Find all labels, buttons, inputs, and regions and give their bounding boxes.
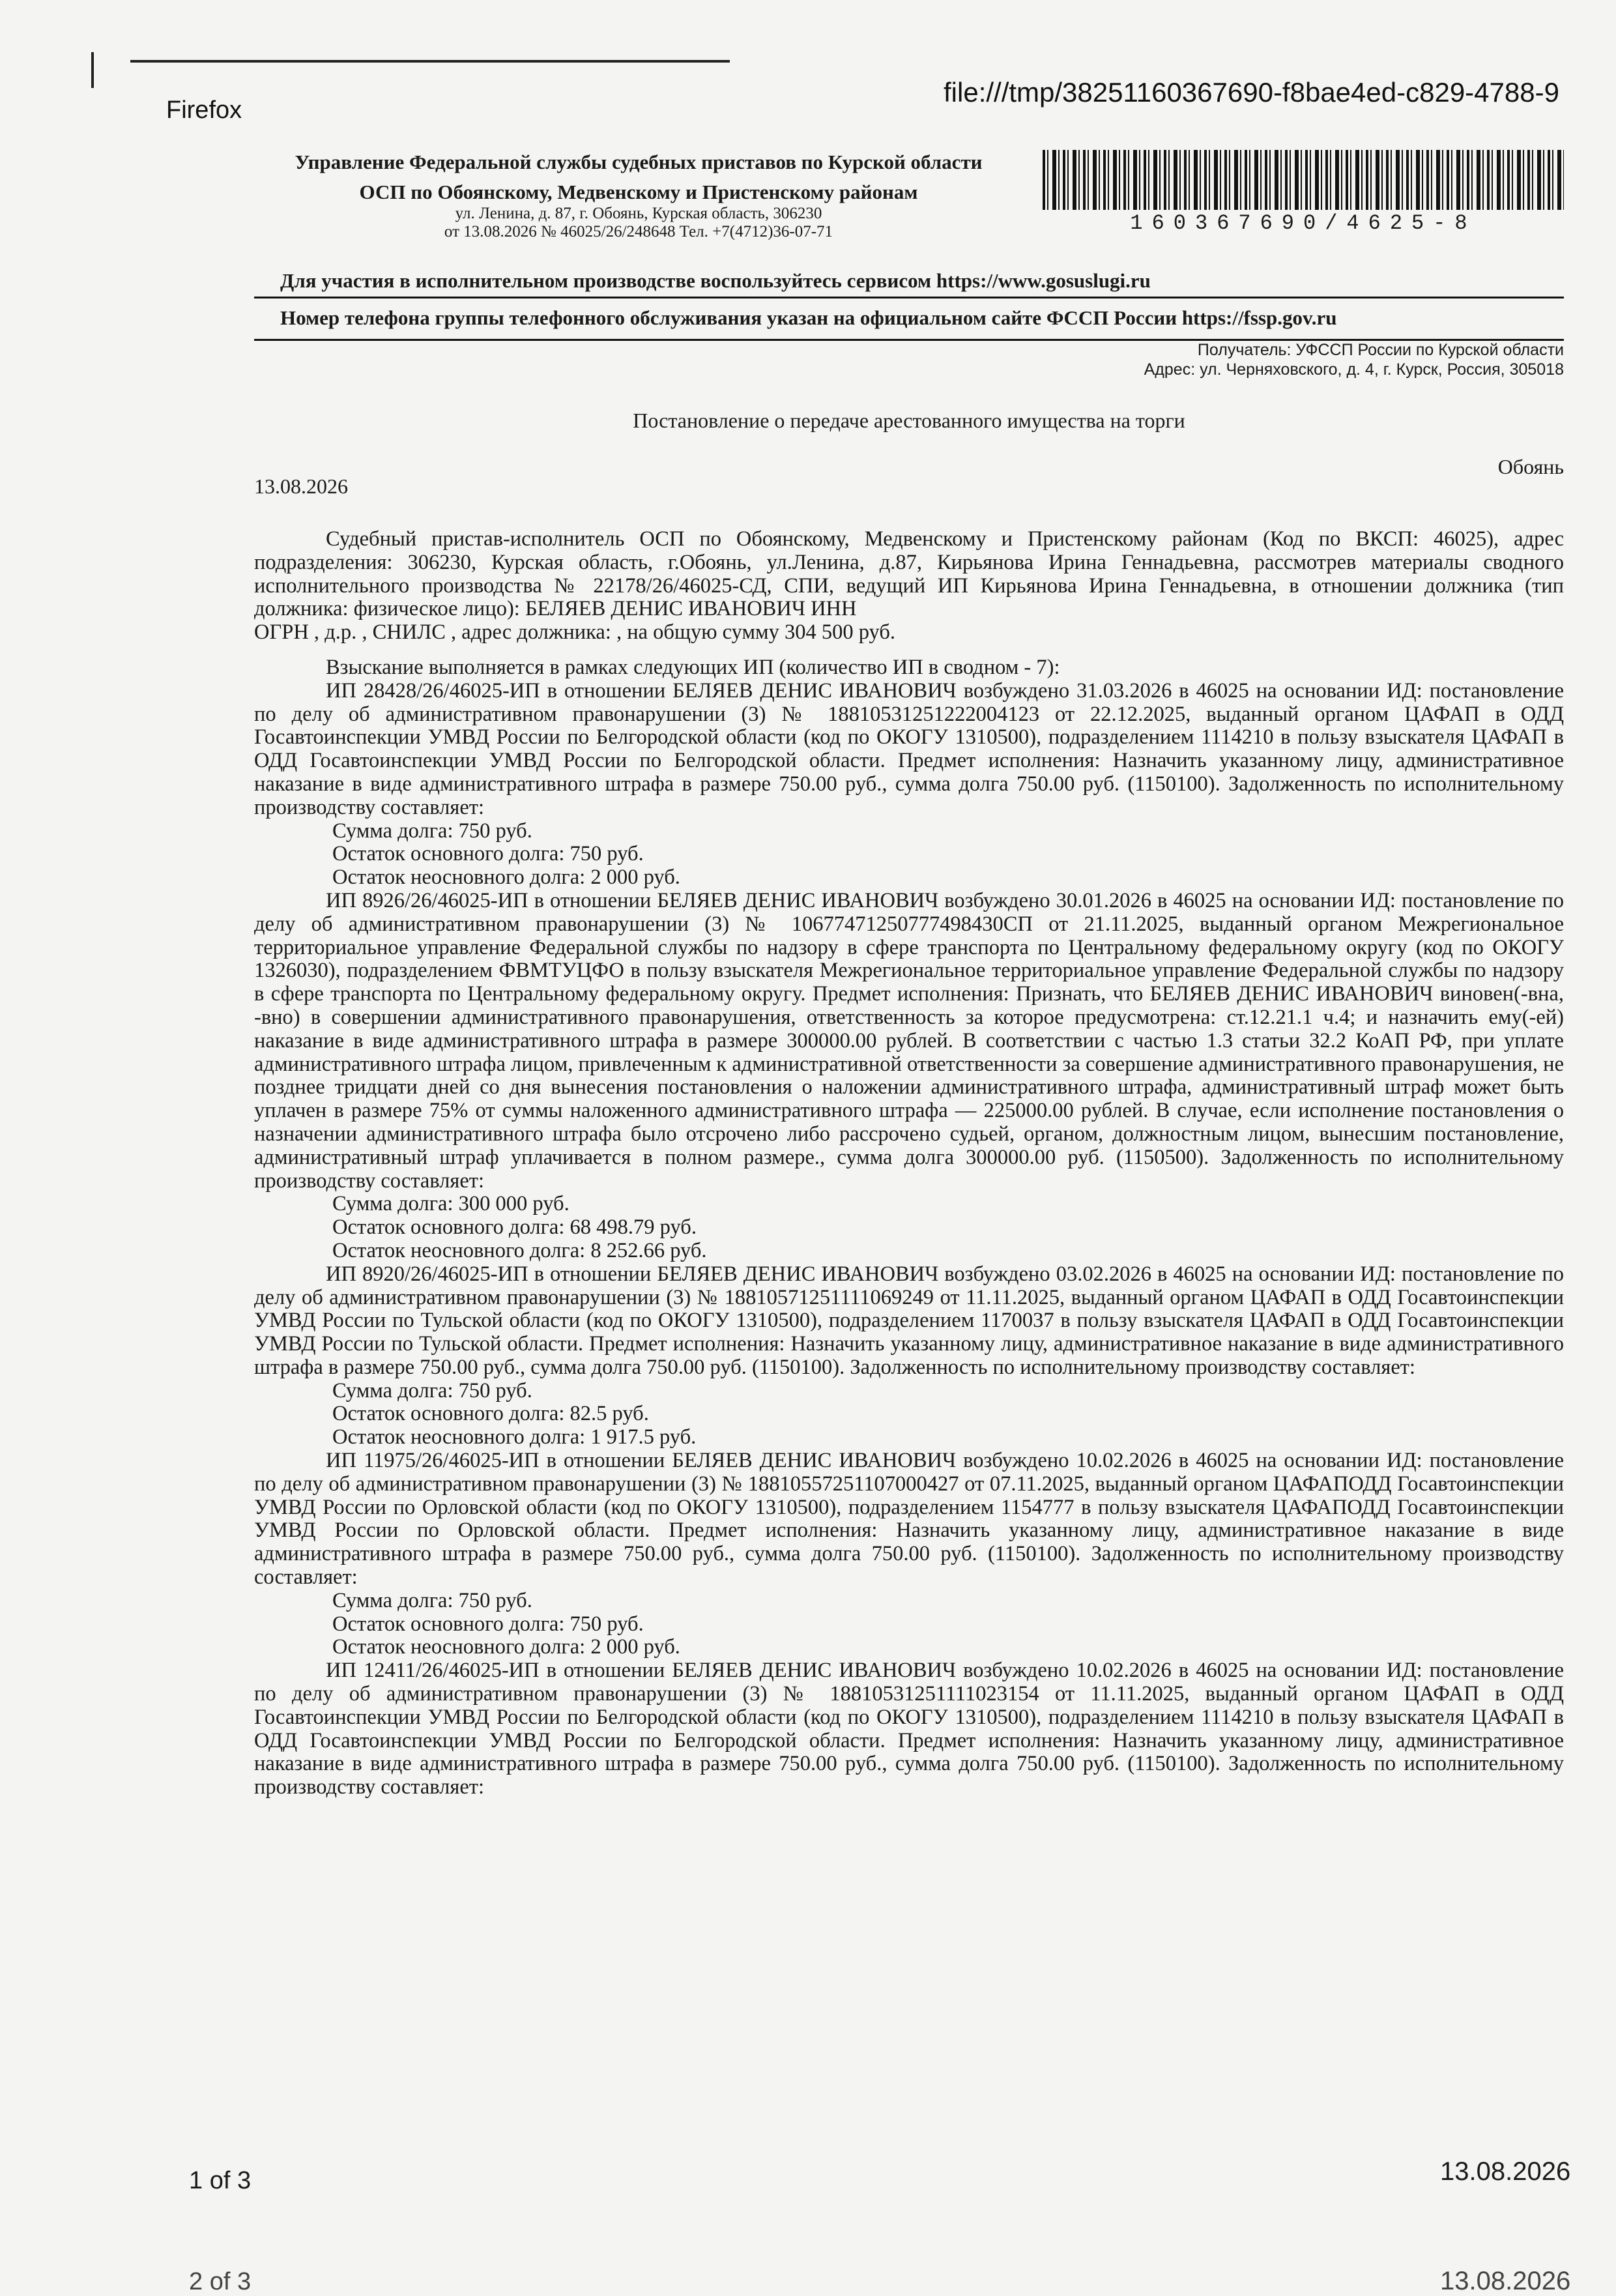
ip-entry-3: ИП 8920/26/46025-ИП в отношении БЕЛЯЕВ ДЕНИС ИВАНОВИЧ возбуждено 03.02.2026 в 46025 на основании ИД: постановление по делу об административном правонарушении (3) № 18810571251111069249 от 11.11.2025, выданный органом ЦАФАП в ОДД Госавтоинспекции УМВД России по Тульской области (код по ОКОГУ 1310500), подразделением 1170037 в пользу взыскателя ЦАФАП в ОДД Госавтоинспекции УМВД России по Тульской области. Предмет исполнения: Назначить указанному лицу, административное наказание в виде административного штрафа в размере 750.00 руб., сумма долга 750.00 руб. (1150100). Задолженность по исполнительному производству составляет:	[254, 1262, 1564, 1379]
document-page	[254, 150, 1564, 2138]
ip2-other-debt: Остаток неосновного долга: 8 252.66 руб.	[332, 1238, 707, 1262]
document-body	[254, 528, 1564, 1799]
collection-intro: Взыскание выполняется в рамках следующих ИП (количество ИП в сводном - 7):	[326, 655, 1060, 679]
document-date: 13.08.2026	[254, 474, 348, 498]
ip3-other-debt: Остаток неосновного долга: 1 917.5 руб.	[332, 1425, 697, 1449]
header-divider	[254, 297, 1564, 298]
barcode-bars	[1043, 150, 1564, 210]
department-address: ул. Ленина, д. 87, г. Обоянь, Курская область, 306230	[455, 205, 822, 222]
intro-tail: ОГРН , д.р. , СНИЛС , адрес должника: , на общую сумму 304 500 руб.	[254, 620, 896, 645]
next-page-number: 2 of 3	[189, 2268, 252, 2295]
ip1-main-debt: Остаток основного долга: 750 руб.	[332, 842, 644, 866]
browser-title: Firefox	[166, 96, 242, 124]
ip-entry-5: ИП 12411/26/46025-ИП в отношении БЕЛЯЕВ ДЕНИС ИВАНОВИЧ возбуждено 10.02.2026 в 46025 на основании ИД: постановление по делу об административном правонарушении (3) № 18810531251111023154 от 11.11.2025, выданный органом ЦАФАП в ОДД Госавтоинспекции УМВД России по Белгородской области (код по ОКОГУ 1310500), подразделением 1114210 в пользу взыскателя ЦАФАП в ОДД Госавтоинспекции УМВД России по Белгородской области. Предмет исполнения: Назначить указанному лицу, административное наказание в виде административного штрафа в размере 750.00 руб., сумма долга 750.00 руб. (1150100). Задолженность по исполнительному производству составляет:	[254, 1659, 1564, 1799]
ip4-sum: Сумма долга: 750 руб.	[332, 1588, 532, 1612]
org-name: Управление Федеральной службы судебных приставов по Курской области	[295, 151, 983, 173]
browser-url: file:///tmp/38251160367690-f8bae4ed-c829-4788-9	[944, 77, 1559, 108]
barcode-number: 160367690/4625-8	[1130, 211, 1477, 235]
ip-entry-4: ИП 11975/26/46025-ИП в отношении БЕЛЯЕВ ДЕНИС ИВАНОВИЧ возбуждено 10.02.2026 в 46025 на основании ИД: постановление по делу об административном правонарушении (3) № 18810557251107000427 от 07.11.2025, выданный органом ЦАФАПОДД Госавтоинспекции УМВД России по Орловской области (код по ОКОГУ 1310500), подразделением 1154777 в пользу взыскателя ЦАФАПОДД Госавтоинспекции УМВД России по Орловской области. Предмет исполнения: Назначить указанному лицу, административное наказание в виде административного штрафа в размере 750.00 руб., сумма долга 750.00 руб. (1150100). Задолженность по исполнительному производству составляет:	[254, 1449, 1564, 1590]
gosuslugi-notice: Для участия в исполнительном производстве воспользуйтесь сервисом https://www.gosuslugi.ru	[280, 269, 1151, 292]
document-title: Постановление о передаче арестованного имущества на торги	[633, 409, 1185, 432]
scan-line	[130, 60, 730, 63]
ip3-sum: Сумма долга: 750 руб.	[332, 1378, 532, 1402]
ip1-sum: Сумма долга: 750 руб.	[332, 819, 532, 843]
redacted-data: 000000000000	[861, 597, 989, 621]
page-number: 1 of 3	[189, 2167, 252, 2194]
document-city: Обоянь	[1497, 455, 1564, 478]
next-page-date: 13.08.2026	[1440, 2267, 1571, 2295]
ip2-main-debt: Остаток основного долга: 68 498.79 руб.	[332, 1215, 697, 1240]
scan-mark	[91, 52, 94, 88]
ip3-main-debt: Остаток основного долга: 82.5 руб.	[332, 1402, 649, 1426]
recipient-address: Адрес: ул. Черняховского, д. 4, г. Курск, Россия, 305018	[1144, 360, 1564, 379]
recipient: Получатель: УФССП России по Курской области	[1197, 341, 1564, 359]
intro-paragraph: Судебный пристав-исполнитель ОСП по Обоянскому, Медвенскому и Пристенскому районам (Код по ВКСП: 46025), адрес подразделения: 306230, Курская область, г.Обоянь, ул.Ленина, д.87, Кирьянова Ирина Геннадьевна, рассмотрев материалы сводного исполнительного производства № 22178/26/46025-СД, СПИ, ведущий ИП Кирьянова Ирина Геннадьевна, в отношении должника (тип должника: физическое лицо): БЕЛЯЕВ ДЕНИС ИВАНОВИЧ ИНН 000000000000	[254, 527, 1564, 621]
ip1-other-debt: Остаток неосновного долга: 2 000 руб.	[332, 865, 680, 890]
ip2-sum: Сумма долга: 300 000 руб.	[332, 1192, 570, 1216]
document-reference: от 13.08.2026 № 46025/26/248648 Тел. +7(4712)36-07-71	[444, 223, 833, 240]
barcode	[1043, 150, 1564, 235]
ip-entry-1: ИП 28428/26/46025-ИП в отношении БЕЛЯЕВ ДЕНИС ИВАНОВИЧ возбуждено 31.03.2026 в 46025 на основании ИД: постановление по делу об административном правонарушении (3) № 18810531251222004123 от 22.12.2025, выданный органом ЦАФАП в ОДД Госавтоинспекции УМВД России по Белгородской области (код по ОКОГУ 1310500), подразделением 1114210 в пользу взыскателя ЦАФАП в ОДД Госавтоинспекции УМВД России по Белгородской области. Предмет исполнения: Назначить указанному лицу, административное наказание в виде административного штрафа в размере 750.00 руб., сумма долга 750.00 руб. (1150100). Задолженность по исполнительному производству составляет:	[254, 678, 1564, 819]
fssp-phone-notice: Номер телефона группы телефонного обслуживания указан на официальном сайте ФССП России https://fssp.gov.ru	[280, 306, 1337, 329]
department-name: ОСП по Обоянскому, Медвенскому и Пристенскому районам	[359, 181, 918, 203]
footer-date: 13.08.2026	[1440, 2157, 1571, 2186]
ip4-main-debt: Остаток основного долга: 750 руб.	[332, 1612, 644, 1636]
ip-entry-2: ИП 8926/26/46025-ИП в отношении БЕЛЯЕВ ДЕНИС ИВАНОВИЧ возбуждено 30.01.2026 в 46025 на основании ИД: постановление по делу об административном правонарушении (3) № 10677471250777498430СП от 21.11.2025, выданный органом Межрегиональное территориальное управление Федеральной службы по надзору в сфере транспорта по Центральному федеральному округу (код по ОКОГУ 1326030), подразделением ФВМТУЦФО в пользу взыскателя Межрегиональное территориальное управление Федеральной службы по надзору в сфере транспорта по Центральному федеральному округу. Предмет исполнения: Признать, что БЕЛЯЕВ ДЕНИС ИВАНОВИЧ виновен(-вна, -вно) в совершении административного правонарушения, ответственность за которое предусмотрена: ст.12.21.1 ч.4; и назначить ему(-ей) наказание в виде административного штрафа в размере 300000.00 рублей. В соответствии с частью 1.3 статьи 32.2 КоАП РФ, при уплате административного штрафа лицом, привлеченным к административной ответственности за совершение административного правонарушения, не позднее тридцати дней со дня вынесения постановления о наложении административного штрафа, административный штраф может быть уплачен в размере 75% от суммы наложенного административного штрафа — 225000.00 рублей. В случае, если исполнение постановления о назначении административного штрафа было отсрочено либо рассрочено судьей, органом, должностным лицом, вынесшим постановление, административный штраф уплачивается в полном размере., сумма долга 300000.00 руб. (1150500). Задолженность по исполнительному производству составляет:	[254, 888, 1564, 1193]
document-header	[254, 150, 1023, 241]
ip4-other-debt: Остаток неосновного долга: 2 000 руб.	[332, 1635, 680, 1659]
